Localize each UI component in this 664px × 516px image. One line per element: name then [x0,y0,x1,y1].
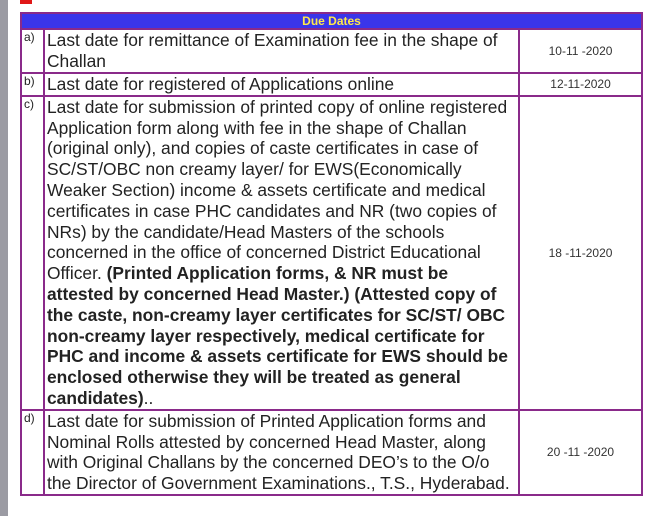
row-date: 12-11-2020 [519,73,642,96]
row-text-bold: (Printed Application forms, & NR must be attested by concerned Head Master.) (Attested copy of the caste, non-creamy layer certificates for SC/ST/ OBC non-creamy layer respectively, medical certificate for PHC and income & assets certificate for EWS should be enclosed otherwise they will be treated as general candidates) [47,263,508,408]
row-date: 18 -11-2020 [519,96,642,410]
row-text [44,73,519,96]
row-date: 10-11 -2020 [519,29,642,73]
table-row [21,96,642,410]
row-date: 20 -11 -2020 [519,410,642,495]
table-header-row [21,13,642,29]
row-text-normal: Last date for submission of printed copy of online registered Application form along with fee in the shape of Challan (original only), and copies of caste certificates in case of SC/ST/OBC non creamy layer/ for EWS(Economically Weaker Section) income & assets certificate and medical certificates in case PHC candidates and NR (two copies of NRs) by the candidate/Head Masters of the schools concerned in the office of concerned District Educational Officer. [47,96,508,284]
table-header: Due Dates [21,13,642,29]
row-text-normal: Last date for remittance of Examination fee in the shape of Challan [47,30,498,71]
row-label: d) [21,410,44,495]
row-text-tail: .. [143,387,154,408]
page-left-rule [0,0,8,516]
row-text [44,29,519,73]
row-text [44,96,519,410]
row-text [44,410,519,495]
row-text-normal: Last date for submission of Printed Application forms and Nominal Rolls attested by concerned Head Master, along with Original Challans by the concerned DEO’s to the O/o the Director of Government Examinations., T.S., Hyderabad. [47,410,510,494]
row-text-normal: Last date for registered of Applications online [47,74,395,94]
table-row [21,73,642,96]
row-label: c) [21,96,44,410]
row-label: a) [21,29,44,73]
table-row [21,410,642,495]
row-label: b) [21,73,44,96]
due-dates-table [20,12,643,496]
table-row [21,29,642,73]
red-mark [20,0,32,4]
